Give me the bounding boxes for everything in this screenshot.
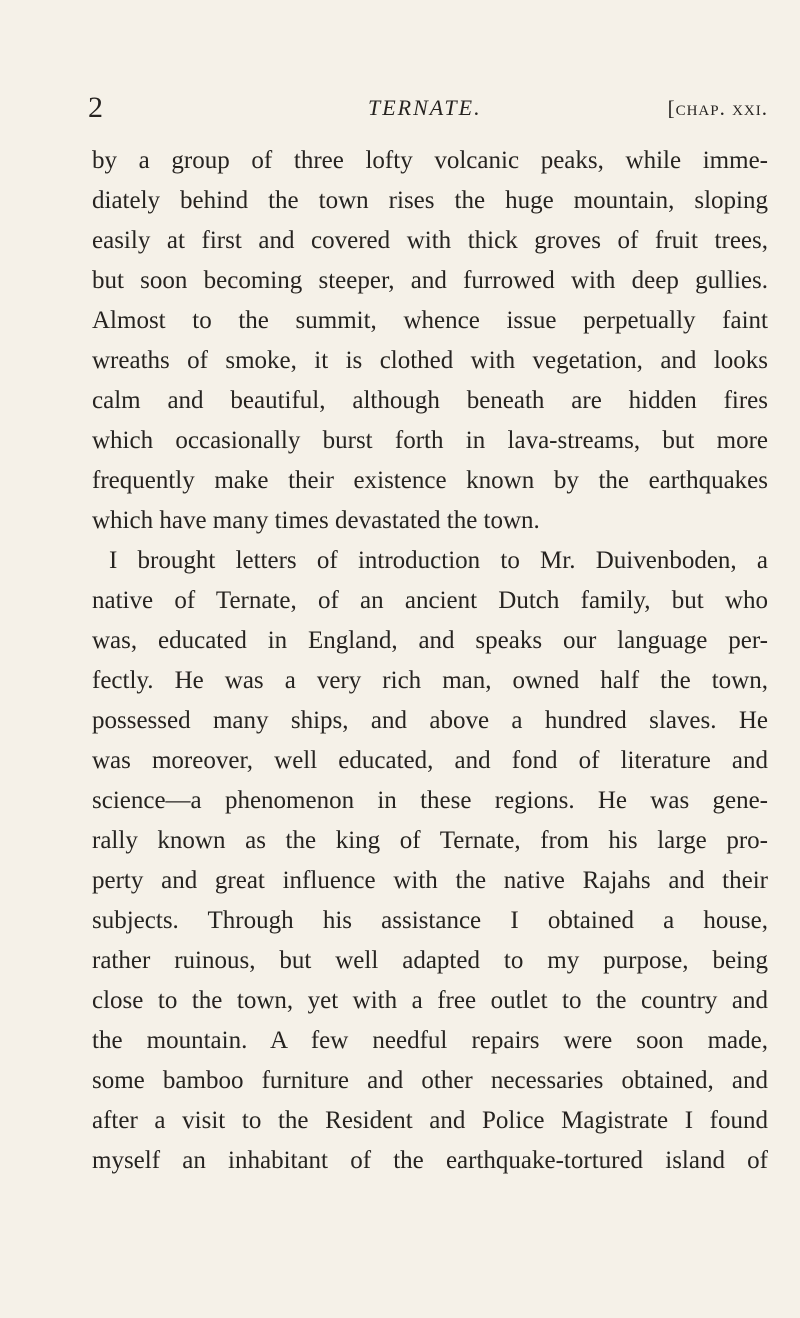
text-line: Almost to the summit, whence issue perpetually faint — [92, 307, 768, 334]
text-line: myself an inhabitant of the earthquake-tortured island of — [92, 1147, 768, 1174]
text-line: calm and beautiful, although beneath are hidden fires — [92, 387, 768, 414]
chapter-reference: [chap. xxi. — [667, 96, 768, 120]
text-line: was moreover, well educated, and fond of literature and — [92, 747, 768, 774]
text-line: perty and great influence with the native Rajahs and their — [92, 867, 768, 894]
text-line: after a visit to the Resident and Police Magistrate I found — [92, 1107, 768, 1134]
text-line: close to the town, yet with a free outlet to the country and — [92, 987, 768, 1014]
body-text — [92, 141, 768, 1181]
text-line: rather ruinous, but well adapted to my purpose, being — [92, 947, 768, 974]
text-line: easily at first and covered with thick groves of fruit trees, — [92, 227, 768, 254]
paragraph-start-line: I brought letters of introduction to Mr. Duivenboden, a — [109, 547, 768, 574]
text-line: subjects. Through his assistance I obtained a house, — [92, 907, 768, 934]
text-line: science—a phenomenon in these regions. He was gene- — [92, 787, 768, 814]
text-line: the mountain. A few needful repairs were soon made, — [92, 1027, 768, 1054]
running-head — [88, 88, 768, 128]
text-line: which occasionally burst forth in lava-streams, but more — [92, 427, 768, 454]
text-line: native of Ternate, of an ancient Dutch family, but who — [92, 587, 768, 614]
text-line: some bamboo furniture and other necessaries obtained, and — [92, 1067, 768, 1094]
text-line: diately behind the town rises the huge mountain, sloping — [92, 187, 768, 214]
text-line: was, educated in England, and speaks our language per- — [92, 627, 768, 654]
text-line: rally known as the king of Ternate, from his large pro- — [92, 827, 768, 854]
page-number: 2 — [88, 91, 103, 124]
text-line: but soon becoming steeper, and furrowed with deep gullies. — [92, 267, 768, 294]
text-line: fectly. He was a very rich man, owned half the town, — [92, 667, 768, 694]
paragraph-end-line: which have many times devastated the town. — [92, 507, 540, 534]
text-line: wreaths of smoke, it is clothed with vegetation, and looks — [92, 347, 768, 374]
text-line: possessed many ships, and above a hundred slaves. He — [92, 707, 768, 734]
text-line: by a group of three lofty volcanic peaks, while imme- — [92, 147, 768, 174]
text-line: frequently make their existence known by the earthquakes — [92, 467, 768, 494]
running-title: TERNATE. — [368, 95, 482, 120]
